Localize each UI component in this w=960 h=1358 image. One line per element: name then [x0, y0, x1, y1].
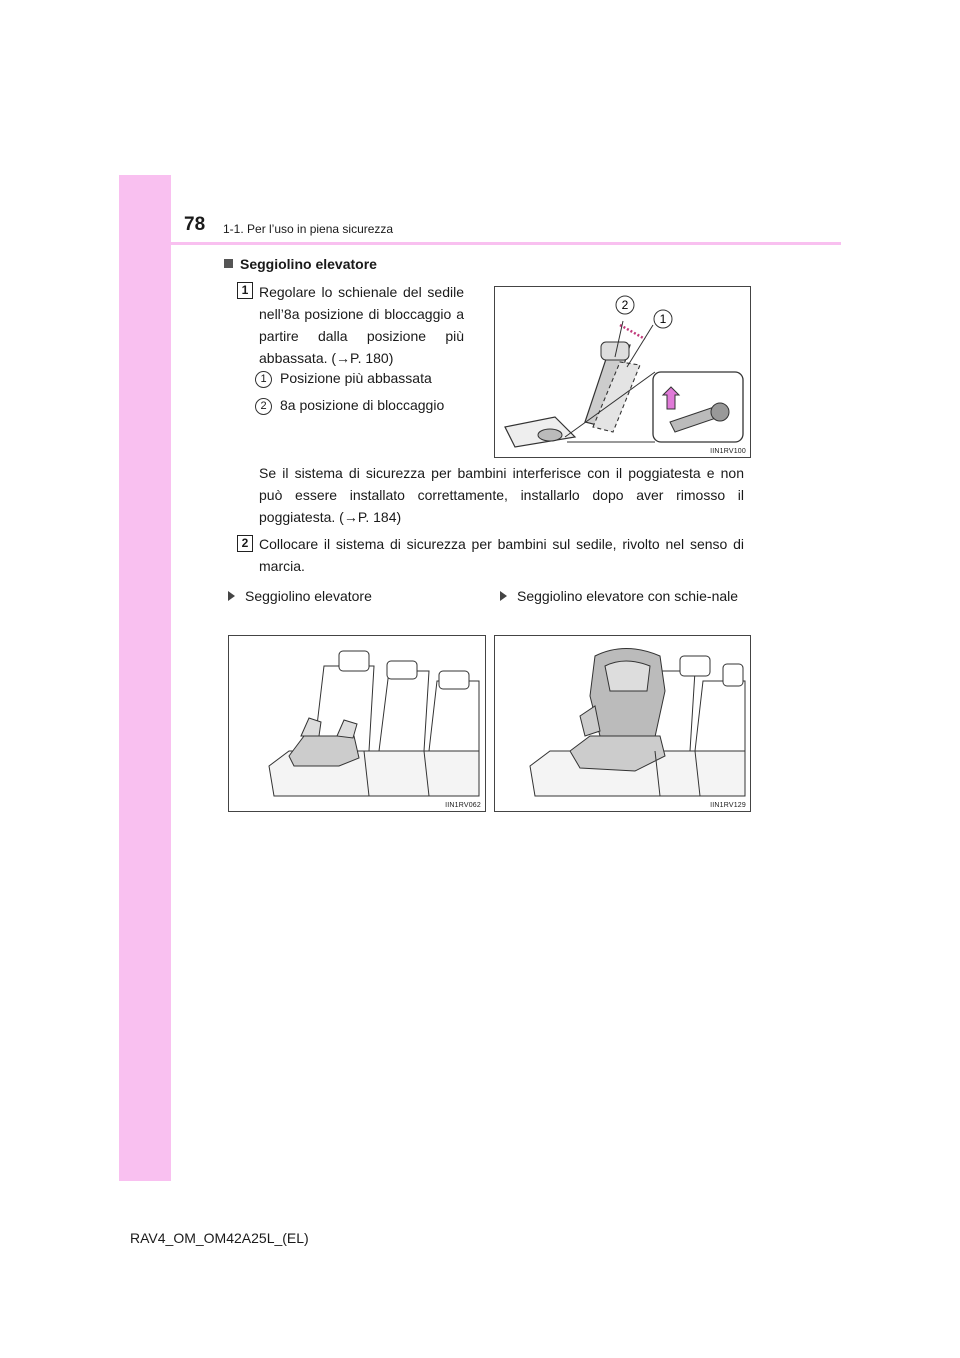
footer-manual-code: RAV4_OM_OM42A25L_(EL)	[130, 1230, 309, 1246]
triangle-bullet-icon	[500, 591, 507, 601]
callout-number: 1	[255, 371, 272, 388]
triangle-bullet-icon	[228, 591, 235, 601]
callout-1: 1	[659, 312, 667, 326]
heading-text: Seggiolino elevatore	[240, 256, 377, 272]
square-bullet-icon	[224, 259, 233, 268]
callout-number: 2	[255, 398, 272, 415]
header-rule	[119, 242, 841, 245]
legend-item-2	[255, 397, 444, 415]
side-tab	[119, 175, 171, 1181]
subhead-text: Seggiolino elevatore	[245, 588, 372, 604]
seat-recline-illustration	[495, 287, 750, 457]
high-back-booster-illustration	[495, 636, 750, 811]
subhead-booster-seat	[228, 585, 372, 607]
legend-text: Posizione più abbassata	[280, 370, 432, 386]
step-2-text: Collocare il sistema di sicurezza per bambini sul sedile, rivolto nel senso di marcia.	[259, 536, 744, 574]
high-back-booster-figure	[494, 635, 751, 812]
subhead-high-back-booster	[500, 585, 745, 607]
booster-seat-figure	[228, 635, 486, 812]
step-1-text: Regolare lo schienale del sedile nell’8a posizione di bloccaggio a partire dalla posizione più abbassata. (→P. 180)	[259, 284, 464, 366]
section-title: 1-1. Per l’uso in piena sicurezza	[223, 222, 394, 236]
step-2-marker: 2	[237, 535, 253, 552]
figure-code: IIN1RV129	[710, 802, 746, 809]
seat-recline-figure	[494, 286, 751, 458]
figure-code: IIN1RV100	[710, 448, 746, 455]
figure-code: IIN1RV062	[445, 802, 481, 809]
page-number: 78	[184, 214, 206, 235]
callout-2: 2	[621, 298, 629, 312]
step-1-marker: 1	[237, 282, 253, 299]
subhead-text: Seggiolino elevatore con schie-nale	[517, 588, 739, 604]
legend-item-1	[255, 370, 432, 388]
booster-seat-illustration	[229, 636, 485, 811]
legend-text: 8a posizione di bloccaggio	[280, 397, 445, 413]
heading	[224, 256, 377, 272]
step-1-note: Se il sistema di sicurezza per bambini interferisce con il poggiatesta e non può essere installato correttamente, installarlo dopo aver rimosso il poggiatesta. (→P. 184)	[259, 465, 744, 525]
